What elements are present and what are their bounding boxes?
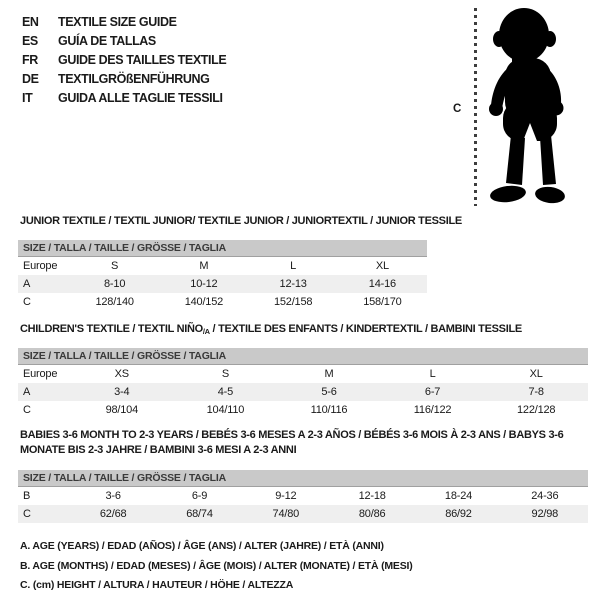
table-cell: 98/104: [105, 404, 139, 416]
language-list: [22, 13, 226, 108]
table-cell: 5-6: [321, 386, 337, 398]
toddler-figure: [440, 0, 600, 215]
table-title: JUNIOR TEXTILE / TEXTIL JUNIOR/ TEXTILE JUNIOR / JUNIORTEXTIL / JUNIOR TESSILE: [20, 215, 462, 227]
row-label: C: [23, 404, 31, 416]
language-label: TEXTILE SIZE GUIDE: [58, 15, 177, 29]
size-table: [18, 240, 427, 311]
table-cell: 12-18: [358, 490, 386, 502]
row-label: Europe: [23, 368, 58, 380]
language-label: GUIDA ALLE TAGLIE TESSILI: [58, 91, 223, 105]
table-body: [18, 487, 588, 523]
table-cell: 92/98: [531, 508, 559, 520]
table-row: [18, 487, 588, 505]
table-row: [18, 505, 588, 523]
table-cell: XL: [375, 260, 389, 272]
table-row: [18, 401, 588, 419]
row-label: Europe: [23, 260, 58, 272]
table-cell: 80/86: [358, 508, 386, 520]
table-cell: 140/152: [184, 296, 224, 308]
table-cell: M: [199, 260, 209, 272]
table-cell: 18-24: [444, 490, 473, 502]
language-row: [22, 51, 226, 70]
toddler-silhouette-icon: [484, 5, 588, 209]
row-label: A: [23, 278, 31, 290]
table-cell: S: [221, 368, 229, 380]
table-cell: S: [111, 260, 119, 272]
table-cell: 68/74: [186, 508, 213, 520]
table-cell: 12-13: [279, 278, 307, 290]
language-label: GUIDE DES TAILLES TEXTILE: [58, 53, 227, 67]
table-cell: XL: [529, 368, 543, 380]
table-cell: 122/128: [516, 404, 556, 416]
language-row: [22, 32, 226, 51]
table-cell: L: [429, 368, 436, 380]
row-label: B: [23, 490, 31, 502]
table-row: [18, 293, 427, 311]
language-label: GUÍA DE TALLAS: [58, 34, 156, 48]
table-body: [18, 365, 588, 419]
table-cell: 14-16: [368, 278, 396, 290]
table-title-subscript: /A: [202, 327, 210, 336]
table-title: BABIES 3-6 MONTH TO 2-3 YEARS / BEBÉS 3-6 MESES A 2-3 AÑOS / BÉBÉS 3-6 MOIS À 2-3 ANS / BABYS 3-6 MONATE BIS 2-3 JAHRE / BAMBINI 3-6 MESI A 2-3 ANNI: [20, 429, 564, 456]
size-header: SIZE / TALLA / TAILLE / GRÖSSE / TAGLIA: [18, 348, 588, 365]
table-cell: L: [290, 260, 297, 272]
table-cell: 6-9: [191, 490, 208, 502]
table-cell: 62/68: [99, 508, 127, 520]
table-cell: 104/110: [206, 404, 245, 416]
language-row: [22, 13, 226, 32]
language-code: FR: [22, 53, 38, 67]
table-cell: 110/116: [310, 404, 348, 416]
table-cell: 128/140: [95, 296, 134, 308]
table-cell: 3-6: [105, 490, 121, 502]
table-title-text: CHILDREN'S TEXTILE / TEXTIL NIÑO: [20, 323, 203, 335]
table-cell: 4-5: [217, 386, 234, 398]
language-code: ES: [22, 34, 38, 48]
row-label: C: [23, 508, 31, 520]
footnote-line: B. AGE (MONTHS) / EDAD (MESES) / ÂGE (MOIS) / ALTER (MONATE) / ETÀ (MESI): [20, 559, 413, 572]
table-cell: 158/170: [363, 296, 402, 308]
size-table: [18, 348, 588, 419]
table-cell: 8-10: [104, 278, 126, 290]
language-row: [22, 70, 226, 89]
table-cell: 10-12: [190, 278, 218, 290]
row-label: C: [23, 296, 31, 308]
footnote-line: A. AGE (YEARS) / EDAD (AÑOS) / ÂGE (ANS) / ALTER (JAHRE) / ETÀ (ANNI): [20, 540, 384, 552]
table-title: [20, 322, 522, 337]
language-row: [22, 89, 226, 108]
language-code: IT: [22, 91, 33, 105]
table-cell: 3-4: [114, 386, 130, 398]
height-measure-line: [474, 8, 477, 206]
table-row: [18, 275, 427, 293]
table-cell: 9-12: [275, 490, 297, 502]
table-cell: 116/122: [413, 404, 452, 416]
size-header: SIZE / TALLA / TAILLE / GRÖSSE / TAGLIA: [18, 240, 427, 257]
language-code: EN: [22, 15, 39, 29]
table-cell: M: [324, 368, 334, 380]
table-row: [18, 365, 588, 383]
table-cell: 152/158: [273, 296, 313, 308]
table-body: [18, 257, 427, 311]
language-code: DE: [22, 72, 39, 86]
footnote-line: C. (cm) HEIGHT / ALTURA / HAUTEUR / HÖHE / ALTEZZA: [20, 579, 294, 591]
table-cell: 24-36: [531, 490, 559, 502]
table-title-text: / TEXTILE DES ENFANTS / KINDERTEXTIL / BAMBINI TESSILE: [209, 323, 522, 335]
language-label: TEXTILGRÖßENFÜHRUNG: [58, 72, 210, 86]
table-row: [18, 383, 588, 401]
table-cell: 86/92: [445, 508, 472, 520]
height-measure-label: C: [453, 103, 462, 115]
size-header: SIZE / TALLA / TAILLE / GRÖSSE / TAGLIA: [18, 470, 588, 487]
table-row: [18, 257, 427, 275]
size-table: [18, 470, 588, 523]
table-cell: XS: [114, 368, 129, 380]
row-label: A: [23, 386, 31, 398]
table-cell: 6-7: [424, 386, 441, 398]
table-cell: 7-8: [528, 386, 544, 398]
footnotes: [20, 537, 413, 596]
table-cell: 74/80: [272, 508, 300, 520]
